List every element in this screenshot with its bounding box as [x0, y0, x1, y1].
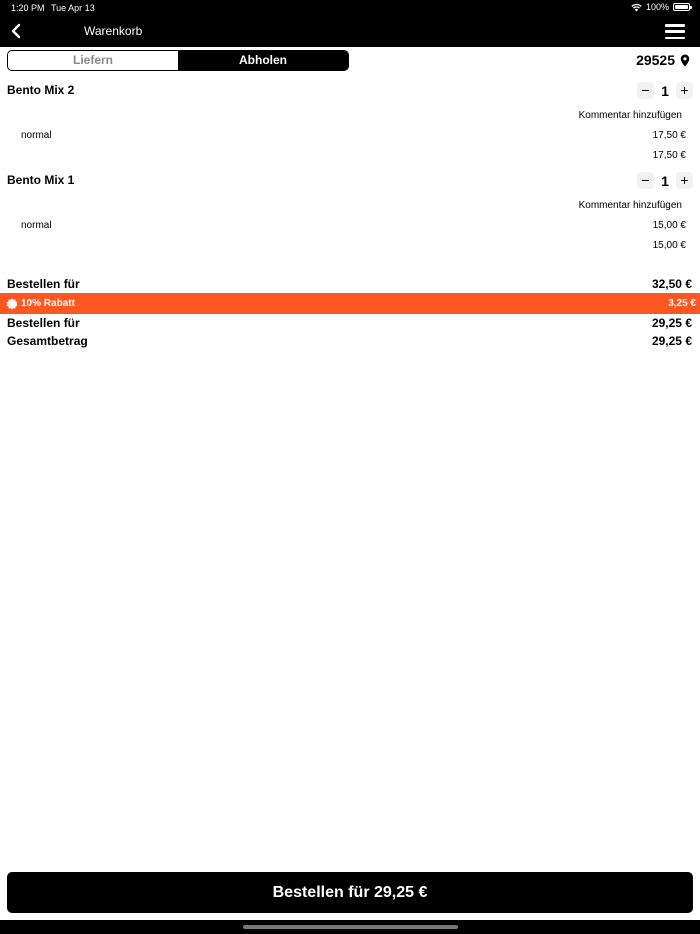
- battery-icon: [673, 3, 690, 11]
- status-right: [631, 2, 690, 12]
- decrease-button[interactable]: −: [637, 172, 654, 189]
- zip-code: 29525: [636, 52, 675, 68]
- badge-icon: [6, 298, 18, 310]
- total-row: [7, 334, 692, 348]
- status-date: Tue Apr 13: [51, 3, 95, 13]
- add-comment-link[interactable]: Kommentar hinzufügen: [578, 200, 682, 211]
- home-indicator[interactable]: [243, 925, 458, 929]
- variant-price: 17,50 €: [652, 130, 686, 141]
- decrease-button[interactable]: −: [637, 82, 654, 99]
- wifi-icon: [631, 3, 642, 12]
- add-comment-link[interactable]: Kommentar hinzufügen: [578, 110, 682, 121]
- quantity-stepper: [637, 172, 693, 189]
- increase-button[interactable]: +: [676, 172, 693, 189]
- item-name: Bento Mix 1: [7, 173, 75, 187]
- quantity-value: 1: [661, 172, 669, 189]
- item-name: Bento Mix 2: [7, 83, 75, 97]
- page-title: Warenkorb: [84, 24, 143, 38]
- location-selector[interactable]: [636, 52, 690, 68]
- total-label: Gesamtbetrag: [7, 334, 88, 348]
- subtotal-row: [7, 277, 692, 291]
- increase-button[interactable]: +: [676, 82, 693, 99]
- chevron-left-icon: [8, 22, 26, 40]
- quantity-stepper: [637, 82, 693, 99]
- discounted-subtotal-label: Bestellen für: [7, 316, 80, 330]
- hamburger-icon[interactable]: [665, 24, 685, 39]
- discounted-subtotal-row: [7, 316, 692, 330]
- discount-row: [0, 293, 700, 314]
- battery-percent: 100%: [645, 2, 669, 12]
- status-bar: [0, 0, 700, 16]
- item-line-total: 17,50 €: [652, 150, 686, 161]
- back-button[interactable]: [8, 22, 26, 40]
- tab-deliver[interactable]: Liefern: [8, 51, 178, 70]
- discounted-subtotal-value: 29,25 €: [651, 316, 692, 330]
- item-variant: normal: [21, 130, 52, 141]
- subtotal-label: Bestellen für: [7, 277, 80, 291]
- discount-label: 10% Rabatt: [21, 298, 75, 309]
- nav-bar: [0, 16, 700, 47]
- place-order-button[interactable]: Bestellen für 29,25 €: [7, 872, 693, 913]
- tab-pickup[interactable]: Abholen: [178, 51, 348, 70]
- variant-price: 15,00 €: [652, 220, 686, 231]
- discount-value: 3,25 €: [668, 298, 696, 309]
- status-time: 1:20 PM: [11, 3, 45, 13]
- quantity-value: 1: [661, 82, 669, 99]
- map-pin-icon: [680, 54, 690, 67]
- item-variant: normal: [21, 220, 52, 231]
- subtotal-value: 32,50 €: [651, 277, 692, 291]
- delivery-mode-toggle: [7, 50, 349, 71]
- item-line-total: 15,00 €: [652, 240, 686, 251]
- total-value: 29,25 €: [651, 334, 692, 348]
- home-indicator-area: [0, 920, 700, 934]
